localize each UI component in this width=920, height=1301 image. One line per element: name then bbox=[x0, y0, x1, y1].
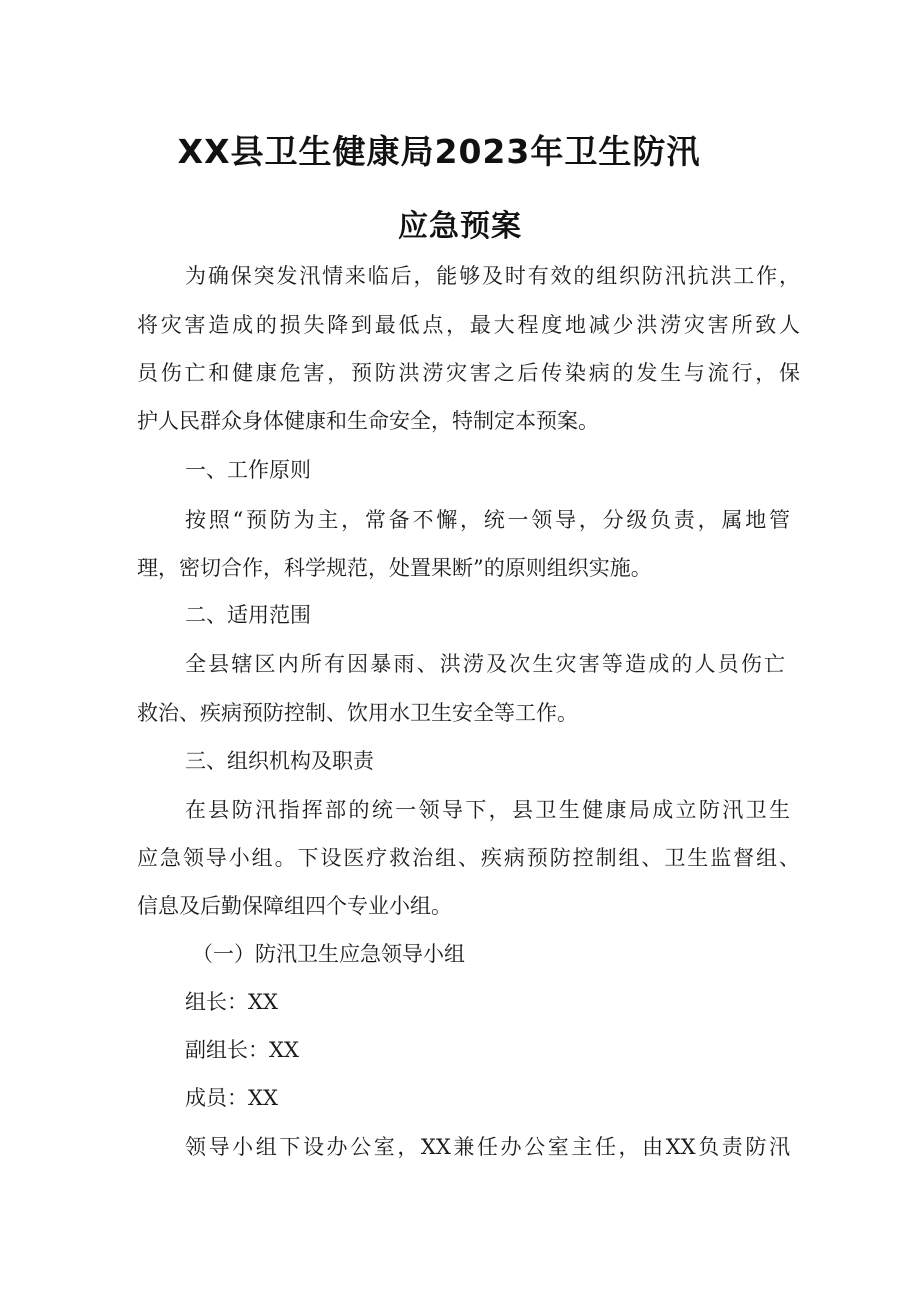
section-heading-scope: 二、适用范围 bbox=[185, 603, 311, 627]
intro-line-1: 为确保突发汛情来临后，能够及时有效的组织防汛抗洪工作， bbox=[185, 264, 800, 288]
section2-line-2: 救治、疾病预防控制、饮用水卫生安全等工作。 bbox=[137, 701, 578, 725]
document-title-line-1: XX县卫生健康局2023年卫生防汛 bbox=[177, 132, 701, 171]
intro-line-3: 员伤亡和健康危害，预防洪涝灾害之后传染病的发生与流行，保 bbox=[137, 361, 800, 385]
section3-line-2: 应急领导小组。下设医疗救治组、疾病预防控制组、卫生监督组、 bbox=[137, 846, 800, 870]
subsection-heading-leading-group: （一）防汛卫生应急领导小组 bbox=[192, 942, 465, 966]
section3-line-3: 信息及后勤保障组四个专业小组。 bbox=[137, 894, 452, 918]
office-line: 领导小组下设办公室，XX兼任办公室主任，由XX负责防汛 bbox=[185, 1135, 790, 1159]
section-heading-organization: 三、组织机构及职责 bbox=[185, 749, 374, 773]
section1-line-2: 理，密切合作，科学规范，处置果断”的原则组织实施。 bbox=[137, 556, 652, 580]
section1-line-1: 按照“预防为主，常备不懈，统一领导，分级负责，属地管 bbox=[185, 508, 790, 532]
group-leader: 组长：XX bbox=[185, 990, 278, 1014]
group-members: 成员：XX bbox=[185, 1086, 278, 1110]
section-heading-work-principles: 一、工作原则 bbox=[185, 458, 311, 482]
intro-line-4: 护人民群众身体健康和生命安全，特制定本预案。 bbox=[137, 409, 599, 433]
group-deputy-leader: 副组长：XX bbox=[185, 1038, 299, 1062]
document-title-line-2: 应急预案 bbox=[398, 209, 522, 244]
section3-line-1: 在县防汛指挥部的统一领导下，县卫生健康局成立防汛卫生 bbox=[185, 798, 790, 822]
intro-line-2: 将灾害造成的损失降到最低点，最大程度地减少洪涝灾害所致人 bbox=[137, 313, 800, 337]
section2-line-1: 全县辖区内所有因暴雨、洪涝及次生灾害等造成的人员伤亡 bbox=[185, 652, 785, 676]
